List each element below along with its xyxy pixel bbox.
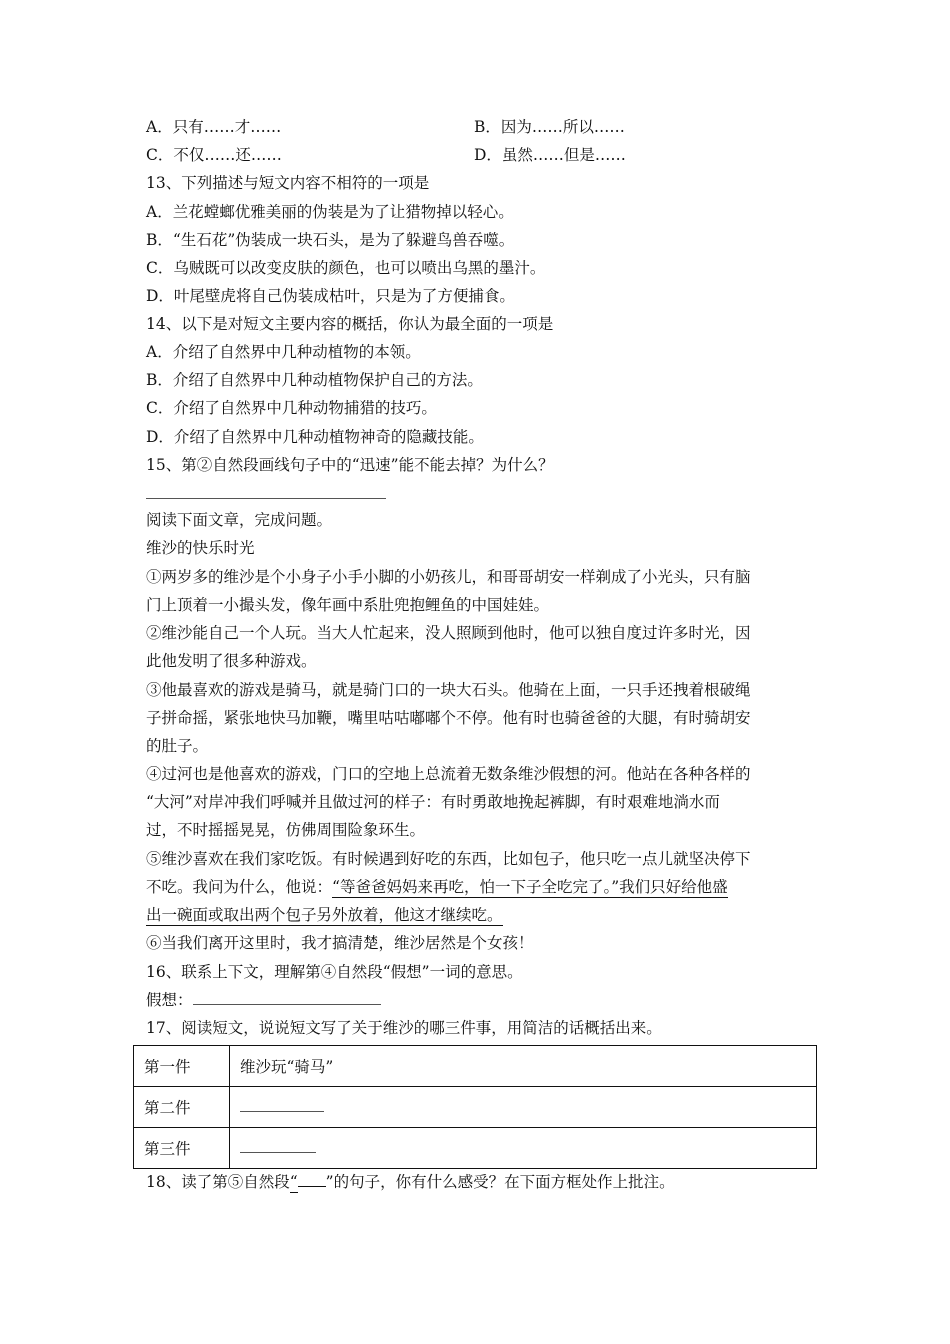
passage-title: 维沙的快乐时光 [146, 539, 255, 557]
q18-text-2: ”的句子，你有什么感受？在下面方框处作上批注。 [325, 1173, 675, 1191]
passage-intro: 阅读下面文章，完成问题。 [146, 511, 333, 529]
q14-option-b: B．介绍了自然界中几种动植物保护自己的方法。 [146, 371, 483, 389]
q13-stem: 13、下列描述与短文内容不相符的一项是 [146, 174, 430, 192]
q12-option-d: D．虽然……但是…… [474, 146, 626, 164]
answer-blank[interactable] [240, 1140, 316, 1153]
q12-option-b: B．因为……所以…… [474, 118, 625, 136]
paragraph-2-line-2: 此他发明了很多种游戏。 [146, 652, 317, 670]
underlined-sentence-cont: 出一碗面或取出两个包子另外放着，他这才继续吃。 [146, 906, 503, 924]
q17-stem: 17、阅读短文，说说短文写了关于维沙的哪三件事，用简洁的话概括出来。 [146, 1019, 662, 1037]
q15-stem: 15、第②自然段画线句子中的“迅速”能不能去掉？为什么？ [146, 456, 554, 474]
q16-label: 假想： [146, 991, 193, 1009]
paragraph-3-line-1: ③他最喜欢的游戏是骑马，就是骑门口的一块大石头。他骑在上面，一只手还拽着根破绳 [146, 681, 751, 699]
paragraph-5-line-1: ⑤维沙喜欢在我们家吃饭。有时候遇到好吃的东西，比如包子，他只吃一点儿就坚决停下 [146, 850, 751, 868]
paragraph-1-line-1: ①两岁多的维沙是个小身子小手小脚的小奶孩儿，和哥哥胡安一样剃成了小光头，只有脑 [146, 568, 751, 586]
table-row [134, 1046, 817, 1087]
paragraph-5-line-3 [146, 905, 503, 925]
row-answer[interactable] [230, 1128, 817, 1169]
q12-option-a: A．只有……才…… [146, 118, 282, 136]
underlined-sentence: “等爸爸妈妈来再吃，怕一下子全吃完了。”我们只好给他盛 [332, 878, 728, 896]
row-answer[interactable]: 维沙玩“骑马” [230, 1046, 817, 1087]
q16-stem: 16、联系上下文，理解第④自然段“假想”一词的意思。 [146, 963, 523, 981]
q18-blank[interactable] [298, 1172, 326, 1187]
paragraph-3-line-2: 子拼命摇，紧张地快马加鞭，嘴里咕咕嘟嘟个不停。他有时也骑爸爸的大腿，有时骑胡安 [146, 709, 751, 727]
paragraph-5-line-2 [146, 877, 728, 897]
q18-text-1: 18、读了第⑤自然段 [146, 1173, 290, 1191]
paragraph-4-line-1: ④过河也是他喜欢的游戏，门口的空地上总流着无数条维沙假想的河。他站在各种各样的 [146, 765, 751, 783]
q18-quote-open: “ [289, 1173, 298, 1191]
paragraph-1-line-2: 门上顶着一小撮头发，像年画中系肚兜抱鲤鱼的中国娃娃。 [146, 596, 550, 614]
paragraph-4-line-2: “大河”对岸冲我们呼喊并且做过河的样子：有时勇敢地挽起裤脚，有时艰难地淌水而 [146, 793, 720, 811]
q13-option-a: A．兰花螳螂优雅美丽的伪装是为了让猎物掉以轻心。 [146, 203, 514, 221]
row-label: 第三件 [134, 1128, 230, 1169]
table-row [134, 1087, 817, 1128]
q14-stem: 14、以下是对短文主要内容的概括，你认为最全面的一项是 [146, 315, 554, 333]
row-label: 第一件 [134, 1046, 230, 1087]
q13-option-d: D．叶尾壁虎将自己伪装成枯叶，只是为了方便捕食。 [146, 287, 515, 305]
q14-option-c: C．介绍了自然界中几种动物捕猎的技巧。 [146, 399, 437, 417]
paragraph-5-text: 不吃。我问为什么，他说： [146, 878, 333, 896]
q13-option-b: B．“生石花”伪装成一块石头，是为了躲避鸟兽吞噬。 [146, 231, 515, 249]
paragraph-3-line-3: 的肚子。 [146, 737, 209, 755]
paragraph-6: ⑥当我们离开这里时，我才搞清楚，维沙居然是个女孩！ [146, 934, 534, 952]
paragraph-2-line-1: ②维沙能自己一个人玩。当大人忙起来，没人照顾到他时，他可以独自度过许多时光，因 [146, 624, 751, 642]
q16-answer [146, 990, 381, 1010]
q14-option-d: D．介绍了自然界中几种动植物神奇的隐藏技能。 [146, 428, 484, 446]
q12-option-c: C．不仅……还…… [146, 146, 282, 164]
q15-answer-line[interactable] [146, 498, 386, 499]
row-label: 第二件 [134, 1087, 230, 1128]
paragraph-4-line-3: 过，不时摇摇晃晃，仿佛周围险象环生。 [146, 821, 426, 839]
q14-option-a: A．介绍了自然界中几种动植物的本领。 [146, 343, 421, 361]
q16-answer-line[interactable] [193, 990, 381, 1005]
q17-answer-table [133, 1045, 817, 1169]
table-row [134, 1128, 817, 1169]
row-answer[interactable] [230, 1087, 817, 1128]
answer-blank[interactable] [240, 1099, 324, 1112]
q13-option-c: C．乌贼既可以改变皮肤的颜色，也可以喷出乌黑的墨汁。 [146, 259, 546, 277]
q18-stem [146, 1172, 675, 1192]
